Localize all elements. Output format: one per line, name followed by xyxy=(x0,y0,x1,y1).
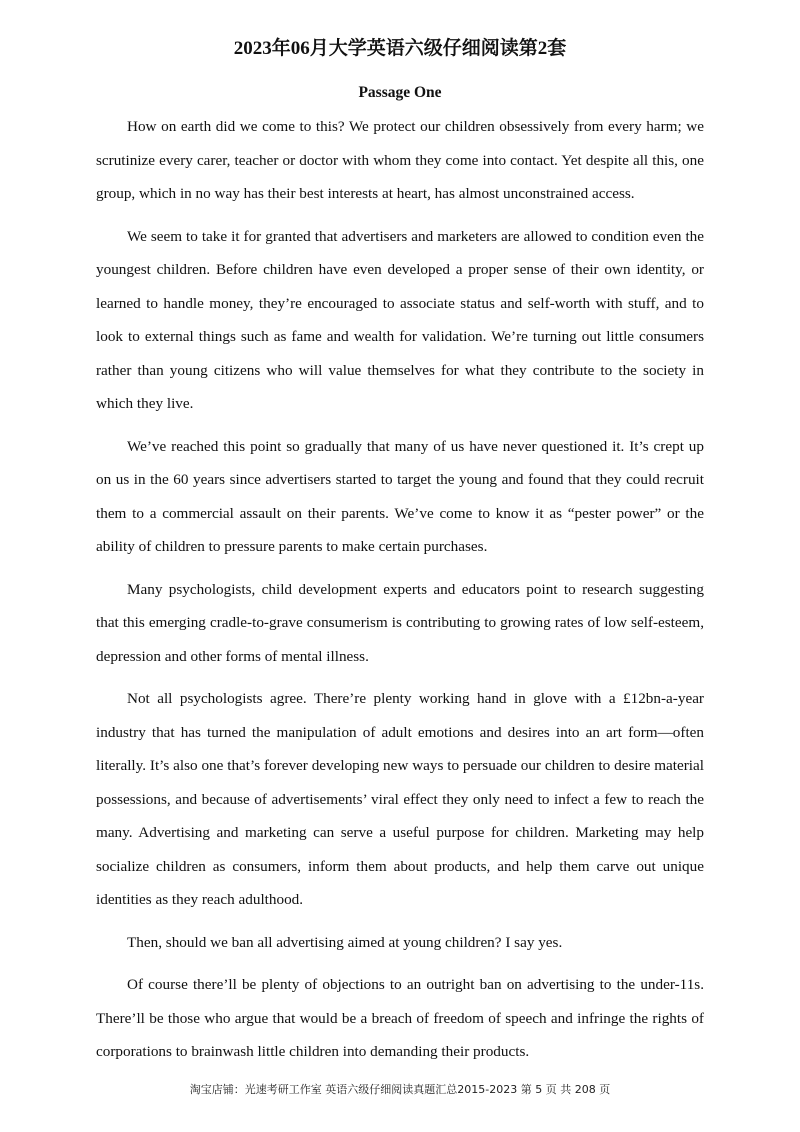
paragraph-1: How on earth did we come to this? We protect our children obsessively from every harm; we scrutinize every carer, teacher or doctor with whom they come into contact. Yet despite all this, one group, which in no way has their best interests at heart, has almost unconstrained access. xyxy=(96,118,704,202)
passage-heading: Passage One xyxy=(358,84,442,101)
paragraph-6: Then, should we ban all advertising aimed at young children? I say yes. xyxy=(127,933,563,951)
page-footer: 淘宝店铺：光速考研工作室 英语六级仔细阅读真题汇总2015-2023 第 5 页 共 208 页 xyxy=(189,1083,611,1096)
paragraph-7: Of course there’ll be plenty of objections to an outright ban on advertising to the under-11s. There’ll be those who argue that would be a breach of freedom of speech and infringe the rights of corporations to brainwash little children into demanding their products. xyxy=(96,976,704,1060)
paragraph-2: We seem to take it for granted that advertisers and marketers are allowed to condition even the youngest children. Before children have even developed a proper sense of their own identity, or learned to handle money, they’re encouraged to associate status and self-worth with stuff, and to look to external things such as fame and wealth for validation. We’re turning out little consumers rather than young citizens who will value themselves for what they contribute to the society in which they live. xyxy=(96,227,704,412)
passage-body xyxy=(96,110,704,1069)
paragraph-3: We’ve reached this point so gradually that many of us have never questioned it. It’s crept up on us in the 60 years since advertisers started to target the young and found that they could recruit them to a commercial assault on their parents. We’ve come to know it as “pester power” or the ability of children to pressure parents to make certain purchases. xyxy=(96,437,704,555)
paragraph-5: Not all psychologists agree. There’re plenty working hand in glove with a £12bn-a-year industry that has turned the manipulation of adult emotions and desires into an art form—often literally. It’s also one that’s forever developing new ways to persuade our children to desire material possessions, and because of advertisements’ viral effect they only need to infect a few to reach the many. Advertising and marketing can serve a useful purpose for children. Marketing may help socialize children as consumers, inform them about products, and help them carve out unique identities as they reach adulthood. xyxy=(96,690,704,908)
paragraph-4: Many psychologists, child development experts and educators point to research suggesting that this emerging cradle-to-grave consumerism is contributing to growing rates of low self-esteem, depression and other forms of mental illness. xyxy=(96,580,704,665)
page-title: 2023年06月大学英语六级仔细阅读第2套 xyxy=(233,38,567,59)
